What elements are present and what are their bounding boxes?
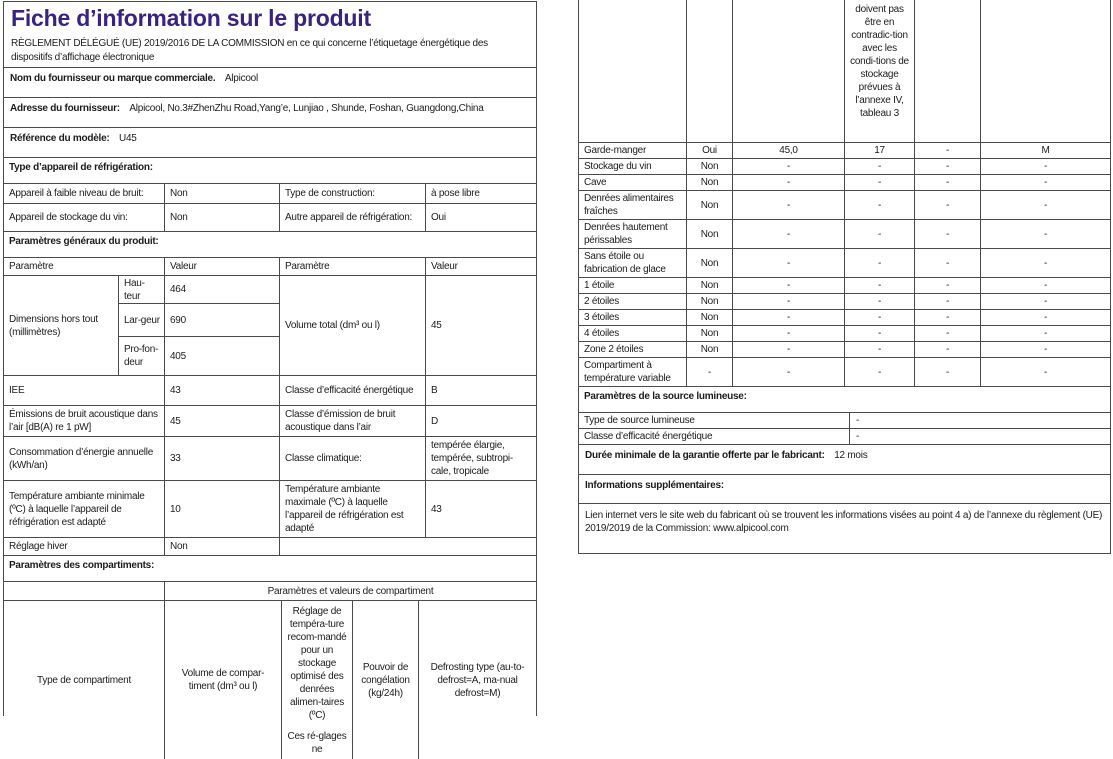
- compartment-present: Non: [686, 191, 732, 219]
- compartment-volume: -: [732, 249, 844, 277]
- comp-col-temp-continuation: doivent pas être en contradic-tion avec les condi-tions de stockage prévues à l’annexe IV, tableau 3: [844, 0, 914, 142]
- compartment-row: [579, 277, 1110, 293]
- compartment-name: 3 étoiles: [584, 312, 619, 323]
- compartment-present: Non: [686, 249, 732, 277]
- param-label: IEE: [9, 385, 25, 396]
- compartment-volume: -: [732, 278, 844, 293]
- compartment-name: Sans étoile ou fabrication de glace: [584, 251, 666, 275]
- compartment-volume: -: [732, 342, 844, 357]
- manufacturer-link-text: Lien internet vers le site web du fabricant où se trouvent les informations visées au point 4 a) de l’annexe du règlement (UE) 2019/2019 de la Commission: www.alpicool.com: [585, 510, 1103, 534]
- general-param-row: [4, 436, 536, 480]
- general-param-row: [4, 480, 536, 537]
- compartment-defrost: -: [980, 175, 1110, 190]
- param-value: 43: [425, 481, 536, 537]
- warranty-row: [579, 444, 1110, 474]
- compartment-present: Non: [686, 220, 732, 248]
- dimension-values-column: [164, 276, 279, 375]
- page-title: Fiche d’information sur le produit: [11, 5, 371, 31]
- compartment-present: Oui: [686, 143, 732, 158]
- compartment-row: [579, 309, 1110, 325]
- dimension-height-label: Hau-teur: [124, 277, 145, 302]
- compartment-present: Non: [686, 310, 732, 325]
- section-appliance-type: Type d’appareil de réfrigération:: [4, 157, 536, 183]
- section-compartments: Paramètres des compartiments:: [4, 555, 536, 581]
- compartment-defrost: -: [980, 326, 1110, 341]
- compartment-freezing: -: [914, 294, 980, 309]
- compartment-freezing: -: [914, 191, 980, 219]
- param-label: Émissions de bruit acoustique dans l’air [dB(A) re 1 pW]: [9, 409, 158, 433]
- compartment-row: [579, 248, 1110, 277]
- dimension-width-label: Lar-geur: [119, 303, 164, 336]
- compartment-temp: 17: [844, 143, 914, 158]
- empty-cell: [686, 0, 732, 142]
- compartment-defrost: -: [980, 358, 1110, 386]
- compartment-present: Non: [686, 159, 732, 174]
- supplier-name-label: Nom du fournisseur ou marque commerciale.: [10, 73, 216, 84]
- compartment-volume: 45,0: [732, 143, 844, 158]
- empty-cell: [4, 582, 164, 600]
- param-label: Classe climatique:: [279, 437, 425, 480]
- compartment-defrost: -: [980, 342, 1110, 357]
- manufacturer-link-row: [579, 503, 1110, 553]
- compartment-freezing: -: [914, 143, 980, 158]
- model-reference-row: [4, 127, 536, 157]
- compartment-span-header-row: [4, 581, 536, 600]
- compartment-span-header: Paramètres et valeurs de compartiment: [164, 582, 536, 600]
- empty-cell: [279, 538, 536, 555]
- light-source-label: Type de source lumineuse: [584, 415, 695, 426]
- param-col-header: Paramètre: [279, 258, 425, 275]
- model-reference-value: U45: [119, 133, 137, 144]
- comp-col-defrost: Defrosting type (au-to-defrost=A, ma-nual defrost=M): [418, 601, 536, 759]
- compartment-name: Cave: [584, 177, 607, 188]
- compartment-temp: -: [844, 294, 914, 309]
- param-value: 45: [164, 406, 279, 436]
- light-source-value: -: [849, 413, 1110, 428]
- empty-cell: [980, 0, 1110, 142]
- section-additional-info: Informations supplémentaires:: [579, 474, 1110, 503]
- compartment-volume: -: [732, 220, 844, 248]
- compartment-row: [579, 325, 1110, 341]
- compartment-freezing: -: [914, 342, 980, 357]
- comp-col-type: Type de compartiment: [37, 674, 131, 686]
- wine-storage-label: Appareil de stockage du vin:: [9, 212, 128, 223]
- general-param-row: [4, 375, 536, 405]
- comp-col-temp-note: Ces ré-glages ne: [287, 731, 347, 755]
- param-label: Température ambiante maximale (ºC) à laquelle l’appareil de réfrigération est adapté: [279, 481, 425, 537]
- compartment-freezing: -: [914, 220, 980, 248]
- warranty-value: 12 mois: [834, 450, 868, 461]
- compartment-row: [579, 219, 1110, 248]
- param-value: 33: [164, 437, 279, 480]
- compartment-volume: -: [732, 310, 844, 325]
- dimension-depth-value: 405: [165, 336, 279, 375]
- winter-setting-label: Réglage hiver: [9, 541, 68, 552]
- model-reference-label: Référence du modèle:: [10, 133, 110, 144]
- compartment-temp: -: [844, 191, 914, 219]
- compartment-volume: -: [732, 358, 844, 386]
- param-label: Température ambiante minimale (ºC) à laquelle l’appareil de réfrigération est adapté: [9, 490, 145, 528]
- compartment-present: Non: [686, 278, 732, 293]
- compartment-defrost: -: [980, 220, 1110, 248]
- dimension-labels-column: [118, 276, 164, 375]
- compartment-name: 4 étoiles: [584, 328, 619, 339]
- compartment-row: [579, 142, 1110, 158]
- construction-type-value: à pose libre: [425, 184, 536, 203]
- compartment-temp: -: [844, 326, 914, 341]
- compartment-name: Compartiment à température variable: [584, 360, 671, 384]
- compartment-defrost: -: [980, 159, 1110, 174]
- comp-col-freezing: Pouvoir de congélation (kg/24h): [352, 601, 418, 759]
- compartment-name: Garde-manger: [584, 145, 647, 156]
- warranty-label: Durée minimale de la garantie offerte par le fabricant:: [585, 450, 825, 461]
- param-value: tempérée élargie, tempérée, subtropi-cale, tropicale: [425, 437, 536, 480]
- compartment-defrost: -: [980, 249, 1110, 277]
- light-source-label: Classe d’efficacité énergétique: [584, 431, 713, 442]
- empty-cell: [732, 0, 844, 142]
- param-label: Classe d’efficacité énergétique: [279, 376, 425, 405]
- wine-storage-value: Non: [164, 204, 279, 231]
- right-page: [578, 0, 1111, 554]
- other-appliance-label: Autre appareil de réfrigération:: [279, 204, 425, 231]
- empty-cell: [914, 0, 980, 142]
- construction-type-label: Type de construction:: [279, 184, 425, 203]
- compartment-temp: -: [844, 358, 914, 386]
- section-light-source: Paramètres de la source lumineuse:: [579, 386, 1110, 412]
- compartment-row: [579, 158, 1110, 174]
- compartment-rows: [579, 142, 1110, 386]
- compartment-defrost: -: [980, 294, 1110, 309]
- compartment-temp: -: [844, 342, 914, 357]
- compartment-name: 1 étoile: [584, 280, 615, 291]
- compartment-temp: -: [844, 249, 914, 277]
- compartment-present: Non: [686, 342, 732, 357]
- compartment-temp: -: [844, 175, 914, 190]
- wine-storage-row: [4, 203, 536, 231]
- compartment-temp: -: [844, 310, 914, 325]
- param-label: Classe d’émission de bruit acoustique dans l’air: [279, 406, 425, 436]
- compartment-present: Non: [686, 175, 732, 190]
- compartment-name: Zone 2 étoiles: [584, 344, 644, 355]
- low-noise-value: Non: [164, 184, 279, 203]
- compartment-volume: -: [732, 191, 844, 219]
- param-value: B: [425, 376, 536, 405]
- compartment-volume: -: [732, 175, 844, 190]
- title-block: [4, 2, 536, 67]
- compartment-volume: -: [732, 326, 844, 341]
- compartment-present: -: [686, 358, 732, 386]
- compartment-defrost: -: [980, 278, 1110, 293]
- light-source-row: [579, 428, 1110, 444]
- general-rows: [4, 375, 536, 537]
- supplier-address-row: [4, 97, 536, 127]
- comp-col-volume: Volume de compar-timent (dm³ ou l): [164, 601, 281, 759]
- winter-setting-row: [4, 537, 536, 555]
- general-param-row: [4, 405, 536, 436]
- compartment-name: Denrées alimentaires fraîches: [584, 193, 674, 217]
- supplier-name-value: Alpicool: [224, 73, 258, 84]
- compartment-freezing: -: [914, 159, 980, 174]
- compartment-name: 2 étoiles: [584, 296, 619, 307]
- param-header-row: [4, 257, 536, 275]
- param-label: Consommation d’énergie annuelle (kWh/an): [9, 446, 154, 471]
- compartment-freezing: -: [914, 278, 980, 293]
- total-volume-value: 45: [425, 276, 536, 375]
- dimension-height-value: 464: [170, 284, 186, 295]
- compartment-header-continuation-row: [579, 0, 1110, 142]
- value-col-header: Valeur: [164, 258, 279, 275]
- compartment-defrost: M: [980, 143, 1110, 158]
- param-value: 43: [164, 376, 279, 405]
- compartment-defrost: -: [980, 191, 1110, 219]
- compartment-row: [579, 174, 1110, 190]
- dimension-depth-label: Pro-fon-deur: [119, 336, 164, 375]
- param-col-header: Paramètre: [9, 261, 54, 272]
- compartment-row: [579, 357, 1110, 386]
- compartment-temp: -: [844, 278, 914, 293]
- compartment-name: Stockage du vin: [584, 161, 652, 172]
- compartment-row: [579, 190, 1110, 219]
- empty-cell: [579, 0, 686, 142]
- param-value: 10: [164, 481, 279, 537]
- dimension-width-value: 690: [165, 303, 279, 336]
- compartment-name: Denrées hautement périssables: [584, 222, 668, 246]
- compartment-row: [579, 341, 1110, 357]
- compartment-present: Non: [686, 294, 732, 309]
- compartment-volume: -: [732, 294, 844, 309]
- compartment-temp: -: [844, 159, 914, 174]
- param-value: D: [425, 406, 536, 436]
- compartment-freezing: -: [914, 358, 980, 386]
- dimensions-row: [4, 275, 536, 375]
- winter-setting-value: Non: [164, 538, 279, 555]
- light-source-row: [579, 412, 1110, 428]
- compartment-row: [579, 293, 1110, 309]
- comp-col-temp: [281, 601, 352, 759]
- compartment-defrost: -: [980, 310, 1110, 325]
- supplier-name-row: [4, 67, 536, 97]
- compartment-freezing: -: [914, 249, 980, 277]
- other-appliance-value: Oui: [425, 204, 536, 231]
- regulation-subtitle: RÈGLEMENT DÉLÉGUÉ (UE) 2019/2016 DE LA COMMISSION en ce qui concerne l’étiquetage énergétique des dispositifs d’affichage électronique: [11, 38, 488, 63]
- light-source-value: -: [849, 429, 1110, 444]
- compartment-freezing: -: [914, 326, 980, 341]
- compartment-present: Non: [686, 326, 732, 341]
- low-noise-row: [4, 183, 536, 203]
- dimensions-label: Dimensions hors tout (millimètres): [9, 313, 98, 338]
- supplier-address-label: Adresse du fournisseur:: [10, 103, 120, 114]
- low-noise-label: Appareil à faible niveau de bruit:: [9, 188, 144, 199]
- compartment-freezing: -: [914, 175, 980, 190]
- compartment-header-row: [4, 600, 536, 759]
- compartment-volume: -: [732, 159, 844, 174]
- left-page: [3, 1, 537, 755]
- compartment-temp: -: [844, 220, 914, 248]
- value-col-header: Valeur: [425, 258, 536, 275]
- total-volume-label: Volume total (dm³ ou l): [279, 276, 425, 375]
- light-rows: [579, 412, 1110, 444]
- section-general-params: Paramètres généraux du produit:: [4, 231, 536, 257]
- supplier-address-value: Alpicool, No.3#ZhenZhu Road,Yang’e, Lunjiao , Shunde, Foshan, Guangdong,China: [129, 103, 484, 114]
- comp-col-temp-text: Réglage de tempéra-ture recom-mandé pour un stockage optimisé des denrées alimen-taires (ºC): [287, 606, 347, 721]
- compartment-freezing: -: [914, 310, 980, 325]
